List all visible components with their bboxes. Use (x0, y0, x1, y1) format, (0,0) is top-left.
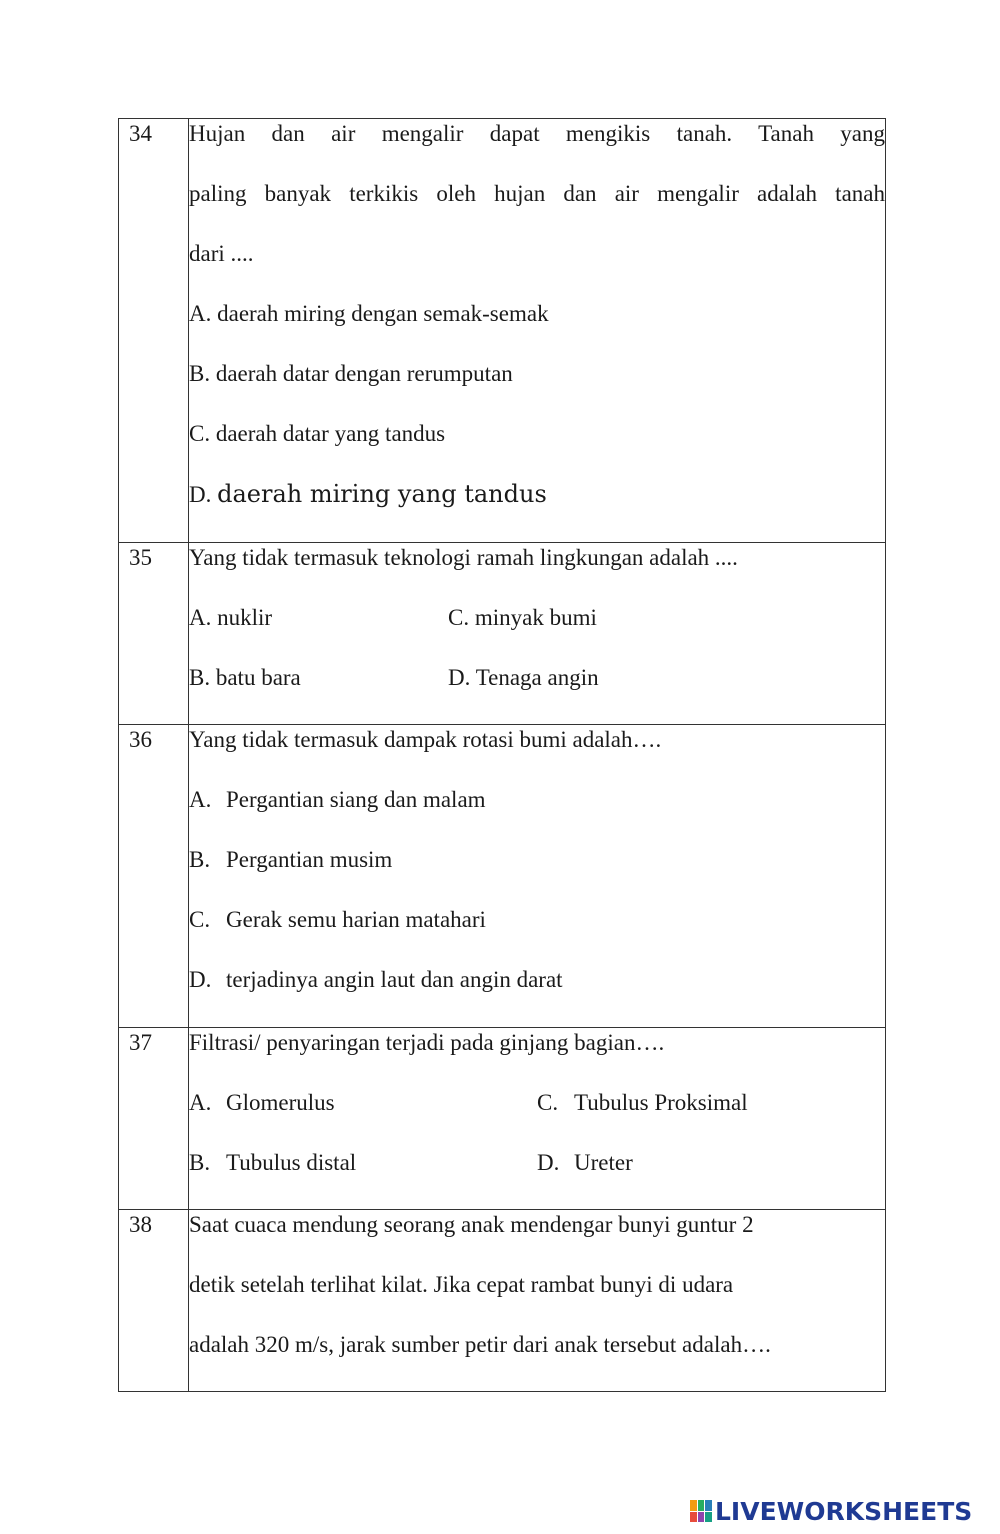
question-row-38 (119, 1210, 886, 1392)
option-d (537, 1148, 633, 1178)
option-row (189, 1088, 885, 1118)
question-table (118, 118, 886, 1392)
question-stem-line: detik setelah terlihat kilat. Jika cepat rambat bunyi di udara (189, 1272, 734, 1297)
question-number-cell (119, 543, 189, 725)
question-number-cell (119, 1028, 189, 1210)
option-text: Pergantian siang dan malam (226, 787, 486, 812)
question-stem-line: dari .... (189, 241, 254, 266)
option-label: A. (189, 1090, 212, 1115)
question-stem-line: Saat cuaca mendung seorang anak mendengar bunyi guntur 2 (189, 1212, 754, 1237)
question-number-cell (119, 1210, 189, 1392)
option-d (189, 965, 885, 995)
question-body (189, 725, 886, 1028)
question-body (189, 1210, 886, 1392)
question-row-35 (119, 543, 886, 725)
question-row-37 (119, 1028, 886, 1210)
option-text: Pergantian musim (226, 847, 393, 872)
liveworksheets-logo[interactable] (690, 1496, 972, 1526)
question-stem: Yang tidak termasuk dampak rotasi bumi adalah…. (189, 727, 662, 752)
option-text: Tubulus Proksimal (574, 1090, 748, 1115)
option-c (189, 905, 885, 935)
logo-text: LIVEWORKSHEETS (715, 1496, 973, 1526)
question-number: 38 (129, 1212, 152, 1237)
option-a: A. nuklir (189, 605, 273, 630)
option-a (189, 1088, 537, 1118)
question-row-34 (119, 119, 886, 543)
option-b: B. batu bara (189, 665, 301, 690)
question-body (189, 119, 886, 543)
question-body (189, 1028, 886, 1210)
question-number: 34 (129, 121, 152, 146)
question-stem-line: Hujan dan air mengalir dapat mengikis tanah. Tanah yang (189, 121, 885, 146)
option-b (189, 845, 885, 875)
option-text: Tubulus distal (226, 1150, 357, 1175)
option-text: terjadinya angin laut dan angin darat (226, 967, 563, 992)
question-stem-line: paling banyak terkikis oleh hujan dan air mengalir adalah tanah (189, 181, 885, 206)
option-c: C. minyak bumi (448, 605, 597, 630)
question-number-cell (119, 725, 189, 1028)
question-number-cell (119, 119, 189, 543)
option-text: Glomerulus (226, 1090, 335, 1115)
option-a (189, 785, 885, 815)
option-row (189, 603, 885, 633)
option-a: A. daerah miring dengan semak-semak (189, 301, 549, 326)
option-c (537, 1088, 748, 1118)
option-label: D. (189, 967, 212, 992)
question-number: 35 (129, 545, 152, 570)
option-text: Gerak semu harian matahari (226, 907, 486, 932)
option-b (189, 1148, 537, 1178)
option-d-label: D. (189, 482, 212, 507)
option-label: D. (537, 1150, 560, 1175)
option-d-text: daerah miring yang tandus (217, 480, 547, 508)
option-d: D. Tenaga angin (448, 665, 599, 690)
question-number: 36 (129, 727, 152, 752)
question-row-36 (119, 725, 886, 1028)
question-body (189, 543, 886, 725)
option-row (189, 1148, 885, 1178)
question-stem: Filtrasi/ penyaringan terjadi pada ginjang bagian…. (189, 1030, 665, 1055)
option-label: B. (189, 847, 211, 872)
option-label: C. (189, 907, 211, 932)
question-number: 37 (129, 1030, 152, 1055)
question-stem-line: adalah 320 m/s, jarak sumber petir dari anak tersebut adalah…. (189, 1332, 771, 1357)
option-label: A. (189, 787, 212, 812)
option-c: C. daerah datar yang tandus (189, 421, 446, 446)
option-label: B. (189, 1150, 211, 1175)
option-label: C. (537, 1090, 559, 1115)
option-b: B. daerah datar dengan rerumputan (189, 361, 513, 386)
option-text: Ureter (574, 1150, 633, 1175)
question-stem: Yang tidak termasuk teknologi ramah lingkungan adalah .... (189, 545, 738, 570)
option-row (189, 663, 885, 693)
option-d (189, 479, 885, 510)
logo-mark-icon (690, 1500, 712, 1522)
